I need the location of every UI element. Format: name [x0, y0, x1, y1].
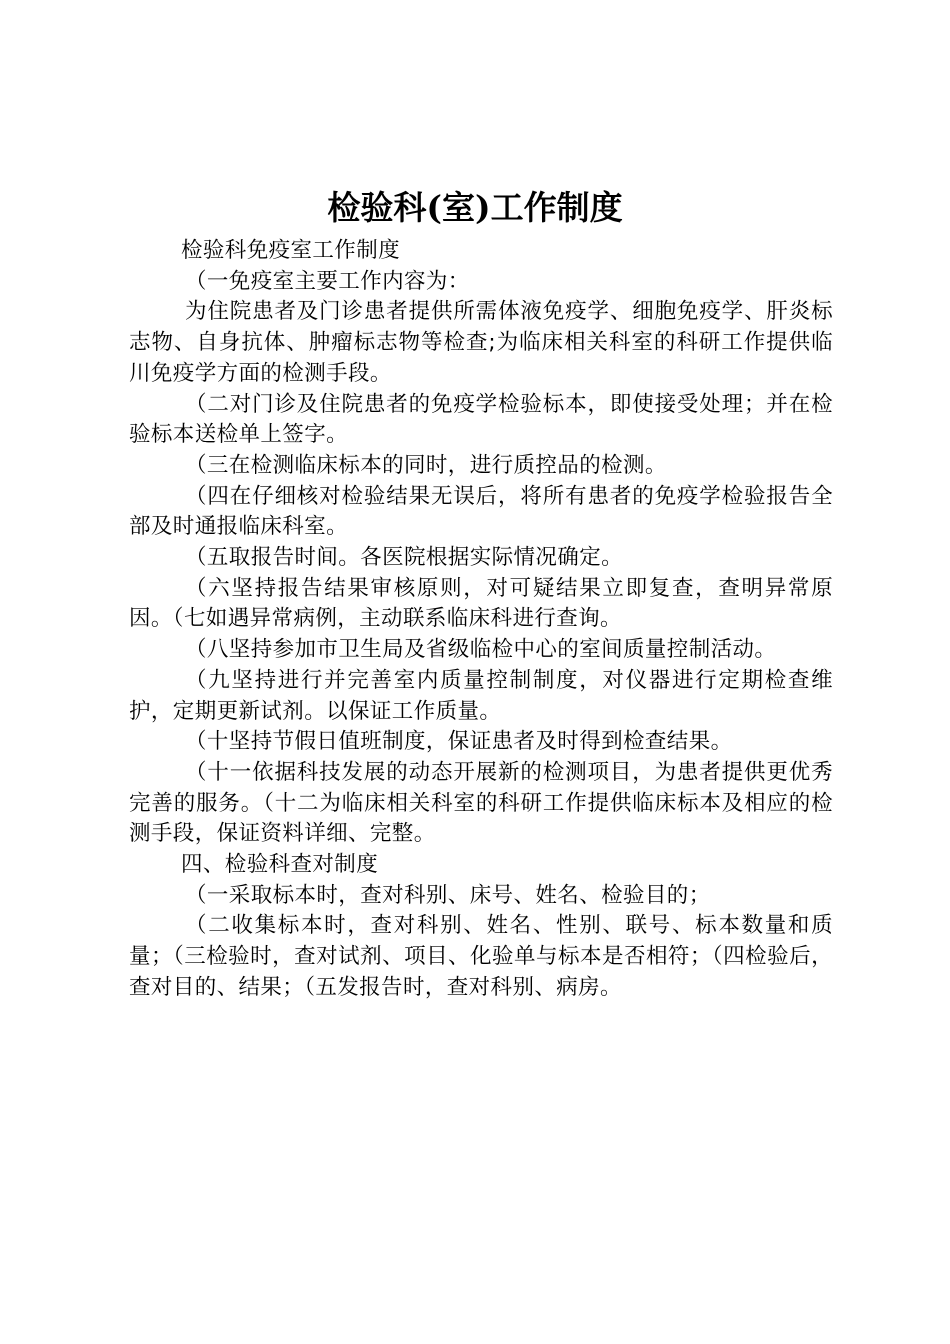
paragraph-item-3: （三在检测临床标本的同时，进行质控品的检测。 [185, 452, 667, 478]
paragraph-section-heading-immunology: 检验科免疫室工作制度 [181, 238, 401, 263]
paragraph-item-4: （四在仔细核对检验结果无误后，将所有患者的免疫学检验报告全部及时通报临床科室。 [129, 483, 833, 540]
paragraph-item-10: （十坚持节假日值班制度，保证患者及时得到检查结果。 [185, 729, 733, 755]
paragraph-item-8: （八坚持参加市卫生局及省级临检中心的室间质量控制活动。 [185, 637, 777, 663]
paragraph-item-1-content: 为住院患者及门诊患者提供所需体液免疫学、细胞免疫学、肝炎标志物、自身抗体、肿瘤标志物等检查;为临床相关科室的科研工作提供临川免疫学方面的检测手段。 [129, 299, 833, 386]
paragraph-item-2: （二对门诊及住院患者的免疫学检验标本，即使接受处理；并在检验标本送检单上签字。 [129, 391, 833, 448]
paragraph-item-9: （九坚持进行并完善室内质量控制制度，对仪器进行定期检查维护，定期更新试剂。以保证工作质量。 [129, 667, 833, 724]
paragraph-item-6-7: （六坚持报告结果审核原则，对可疑结果立即复查，查明异常原因。（七如遇异常病例，主动联系临床科进行查询。 [129, 575, 833, 632]
paragraph-item-1-intro: （一免疫室主要工作内容为： [185, 268, 470, 294]
paragraph-check-2-5: （二收集标本时，查对科别、姓名、性别、联号、标本数量和质量；（三检验时，查对试剂、项目、化验单与标本是否相符；（四检验后，查对目的、结果；（五发报告时，查对科别、病房。 [129, 913, 833, 1000]
document-title: 检验科(室)工作制度 [327, 188, 623, 227]
document-body [129, 236, 833, 1004]
paragraph-item-11-12: （十一依据科技发展的动态开展新的检测项目，为患者提供更优秀完善的服务。（十二为临床相关科室的科研工作提供临床标本及相应的检测手段，保证资料详细、完整。 [129, 759, 833, 847]
paragraph-check-1: （一采取标本时，查对科别、床号、姓名、检验目的； [185, 882, 711, 908]
paragraph-section-heading-check: 四、检验科查对制度 [181, 852, 379, 878]
paragraph-item-5: （五取报告时间。各医院根据实际情况确定。 [185, 545, 624, 571]
